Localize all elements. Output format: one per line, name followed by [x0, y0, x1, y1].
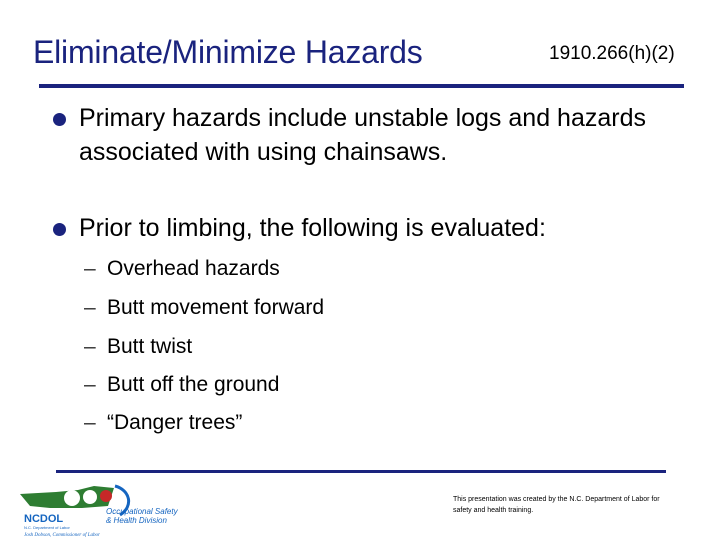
- sub-item-3: [84, 333, 192, 361]
- worker-icon-1: [64, 490, 80, 506]
- sub-item-text: Butt off the ground: [107, 373, 280, 396]
- dash-marker: –: [84, 373, 96, 396]
- footer-note: This presentation was created by the N.C. Department of Labor for safety and health training.: [453, 496, 660, 514]
- logo-commissioner: Josh Dobson, Commissioner of Labor: [24, 533, 100, 538]
- title-divider: [39, 84, 684, 88]
- bullet-text: Prior to limbing, the following is evaluated:: [79, 214, 546, 242]
- bullet-dot: [53, 113, 66, 126]
- sub-item-5: [84, 409, 242, 437]
- sub-item-4: [84, 371, 279, 399]
- sub-item-text: Butt movement forward: [107, 296, 325, 319]
- dash-marker: –: [84, 296, 96, 319]
- logo-wordmark: NCDOL: [24, 513, 64, 525]
- logo-subtitle: N.C. Department of Labor: [24, 525, 70, 530]
- standard-code: 1910.266(h)(2): [549, 43, 675, 64]
- sub-item-2: [84, 294, 324, 322]
- bullet-item-1: [53, 101, 659, 169]
- sub-item-text: “Danger trees”: [107, 411, 243, 434]
- logo-division-line-2: & Health Division: [106, 516, 167, 525]
- bullet-text: Primary hazards include unstable logs and hazards associated with using chainsaws.: [79, 104, 646, 166]
- bullet-dot: [53, 223, 66, 236]
- worker-icon-3: [100, 490, 112, 502]
- sub-item-text: Overhead hazards: [107, 257, 280, 280]
- dash-marker: –: [84, 257, 96, 280]
- bullet-item-2: [53, 211, 659, 245]
- worker-icon-2: [83, 490, 97, 504]
- ncdol-logo: [18, 478, 198, 538]
- footer-divider: [56, 470, 666, 473]
- sub-item-1: [84, 255, 280, 283]
- dash-marker: –: [84, 411, 96, 434]
- dash-marker: –: [84, 335, 96, 358]
- logo-division-line-1: Occupational Safety: [106, 507, 178, 516]
- sub-item-text: Butt twist: [107, 335, 193, 358]
- page-title: Eliminate/Minimize Hazards: [33, 34, 423, 70]
